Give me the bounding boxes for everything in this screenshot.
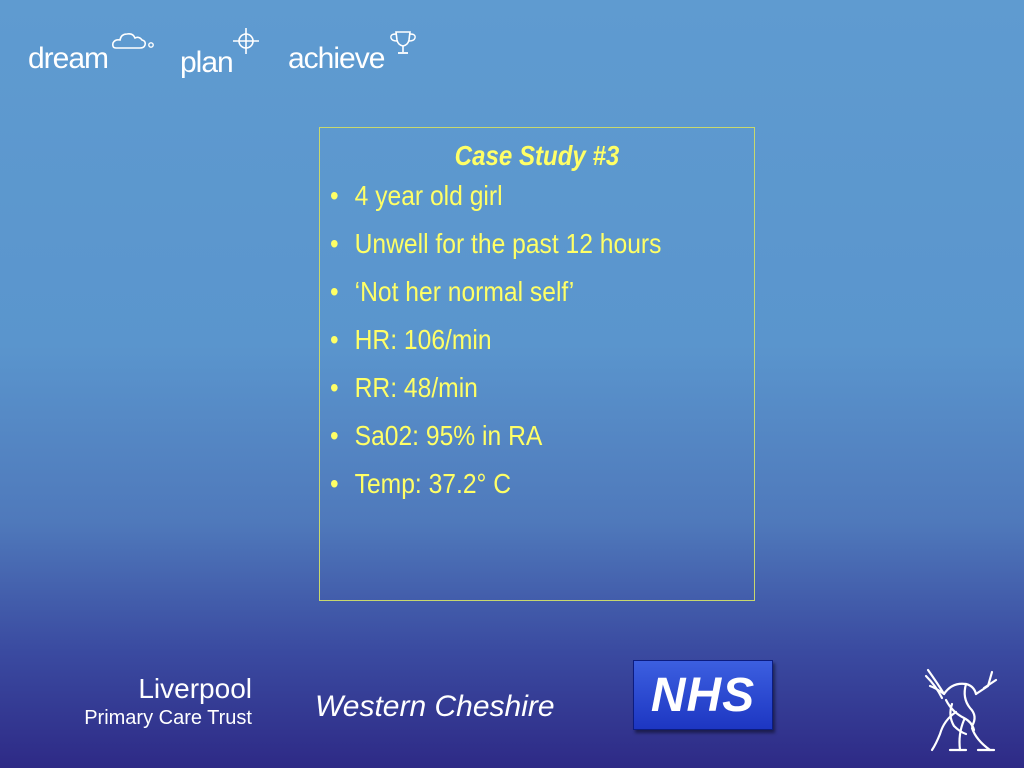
tagline-plan: plan xyxy=(180,46,233,79)
nhs-logo-text: NHS xyxy=(650,668,756,722)
liverpool-subtitle: Primary Care Trust xyxy=(84,707,252,729)
list-item-text: Temp: 37.2° C xyxy=(354,468,512,499)
list-item: • Unwell for the past 12 hours xyxy=(330,228,662,259)
list-item: • Temp: 37.2° C xyxy=(330,468,512,499)
liverbird-icon xyxy=(922,664,1000,754)
liverpool-title: Liverpool xyxy=(138,673,252,704)
list-item-text: Sa02: 95% in RA xyxy=(354,420,543,451)
list-item: • ‘Not her normal self’ xyxy=(330,276,575,307)
list-item-text: ‘Not her normal self’ xyxy=(354,276,575,307)
western-cheshire-label: Western Cheshire xyxy=(315,690,555,723)
tagline-dream: dream xyxy=(28,42,109,75)
list-item: • RR: 48/min xyxy=(330,372,478,403)
cloud-icon xyxy=(112,30,154,52)
list-item: • HR: 106/min xyxy=(330,324,492,355)
trophy-icon xyxy=(388,28,418,58)
tagline-achieve: achieve xyxy=(288,42,385,75)
target-icon xyxy=(232,26,260,56)
nhs-logo xyxy=(633,660,773,730)
list-item-text: Unwell for the past 12 hours xyxy=(354,228,662,259)
list-item: • Sa02: 95% in RA xyxy=(330,420,543,451)
list-item-text: 4 year old girl xyxy=(354,180,503,211)
list-item-text: RR: 48/min xyxy=(354,372,478,403)
tagline xyxy=(28,26,448,86)
case-study-list xyxy=(330,178,707,514)
case-study-box xyxy=(319,127,755,601)
list-item-text: HR: 106/min xyxy=(354,324,492,355)
list-item: • 4 year old girl xyxy=(330,180,503,211)
case-study-title: Case Study #3 xyxy=(454,140,620,171)
liverpool-pct-logo xyxy=(84,672,252,730)
